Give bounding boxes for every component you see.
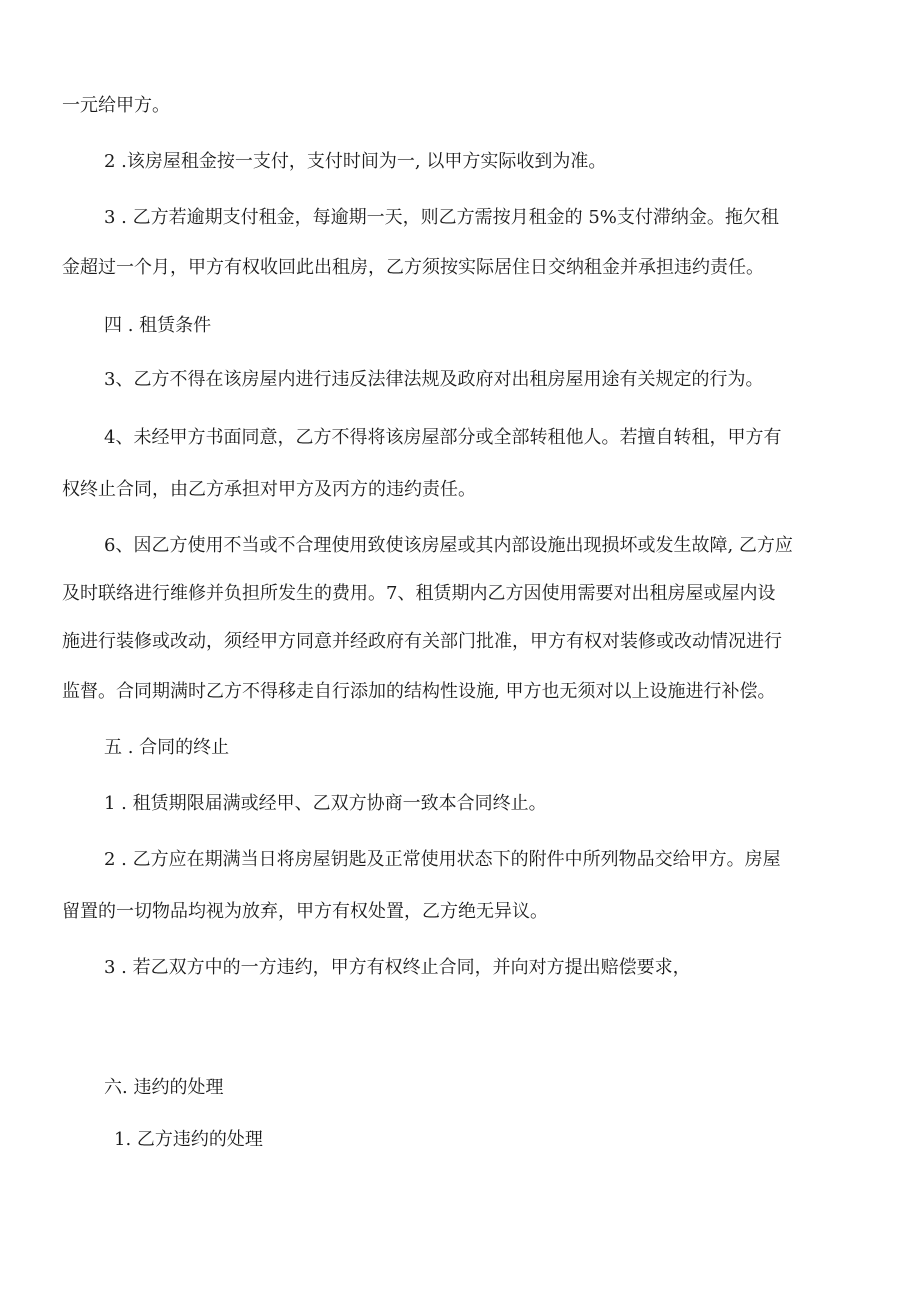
text-line: 3 . 乙方若逾期支付租金，每逾期一天，则乙方需按月租金的 5%支付滞纳金。拖欠租 [104,207,779,228]
text-line: 施进行装修或改动，须经甲方同意并经政府有关部门批准，甲方有权对装修或改动情况进行 [62,631,782,652]
text-line: 权终止合同，由乙方承担对甲方及丙方的违约责任。 [62,479,476,500]
section-heading: 六. 违约的处理 [104,1077,224,1098]
subsection-heading: 1. 乙方违约的处理 [114,1129,263,1150]
text-line: 4、未经甲方书面同意，乙方不得将该房屋部分或全部转租他人。若擅自转租，甲方有 [104,427,782,448]
text-line: 1 . 租赁期限届满或经甲、乙双方协商一致本合同终止。 [104,793,547,814]
text-line: 监督。合同期满时乙方不得移走自行添加的结构性设施, 甲方也无须对以上设施进行补偿。 [62,681,776,702]
text-line: 一元给甲方。 [62,95,170,116]
text-line: 3、乙方不得在该房屋内进行违反法律法规及政府对出租房屋用途有关规定的行为。 [104,369,764,390]
text-line: 留置的一切物品均视为放弃，甲方有权处置，乙方绝无异议。 [62,901,548,922]
section-heading: 五 . 合同的终止 [104,737,230,758]
text-line: 金超过一个月，甲方有权收回此出租房，乙方须按实际居住日交纳租金并承担违约责任。 [62,257,764,278]
text-line: 及时联络进行维修并负担所发生的费用。7、租赁期内乙方因使用需要对出租房屋或屋内设 [62,583,776,604]
text-line: 2 .该房屋租金按一支付，支付时间为一, 以甲方实际收到为准。 [104,151,607,172]
text-line: 2 . 乙方应在期满当日将房屋钥匙及正常使用状态下的附件中所列物品交给甲方。房屋 [104,849,781,870]
text-line: 3 . 若乙双方中的一方违约，甲方有权终止合同，并向对方提出赔偿要求， [104,957,691,978]
text-line: 6、因乙方使用不当或不合理使用致使该房屋或其内部设施出现损坏或发生故障, 乙方应 [104,535,793,556]
section-heading: 四 . 租赁条件 [104,315,212,336]
